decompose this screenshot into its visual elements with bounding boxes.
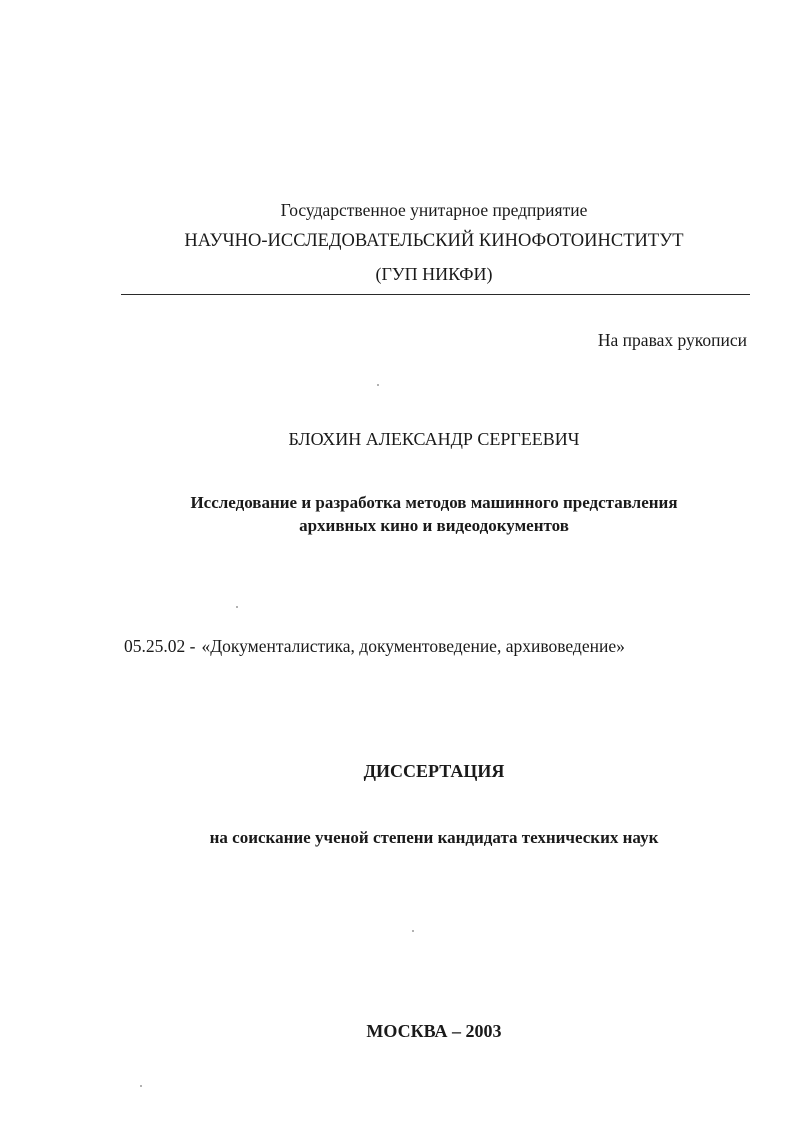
header-divider: [121, 294, 750, 295]
scan-speck: [236, 606, 238, 608]
dissertation-title-line-2: архивных кино и видеодокументов: [299, 516, 569, 535]
specialty-code: 05.25.02 -: [124, 636, 196, 656]
specialty: [124, 635, 625, 657]
document-type: ДИССЕРТАЦИЯ: [363, 761, 505, 781]
specialty-name: «Документалистика, документоведение, архивоведение»: [201, 636, 625, 656]
organization-type: Государственное унитарное предприятие: [280, 200, 588, 220]
dissertation-title-line-1: Исследование и разработка методов машинного представления: [190, 493, 678, 512]
degree-statement: на соискание ученой степени кандидата технических наук: [209, 828, 659, 847]
rights-note: На правах рукописи: [597, 330, 747, 350]
city-year: МОСКВА – 2003: [366, 1021, 502, 1041]
scan-speck: [412, 930, 414, 932]
scan-speck: [377, 384, 379, 386]
organization-abbreviation: (ГУП НИКФИ): [375, 264, 493, 284]
scan-speck: [140, 1085, 142, 1087]
organization-name: НАУЧНО-ИССЛЕДОВАТЕЛЬСКИЙ КИНОФОТОИНСТИТУТ: [184, 231, 684, 251]
author-name: БЛОХИН АЛЕКСАНДР СЕРГЕЕВИЧ: [288, 429, 580, 449]
